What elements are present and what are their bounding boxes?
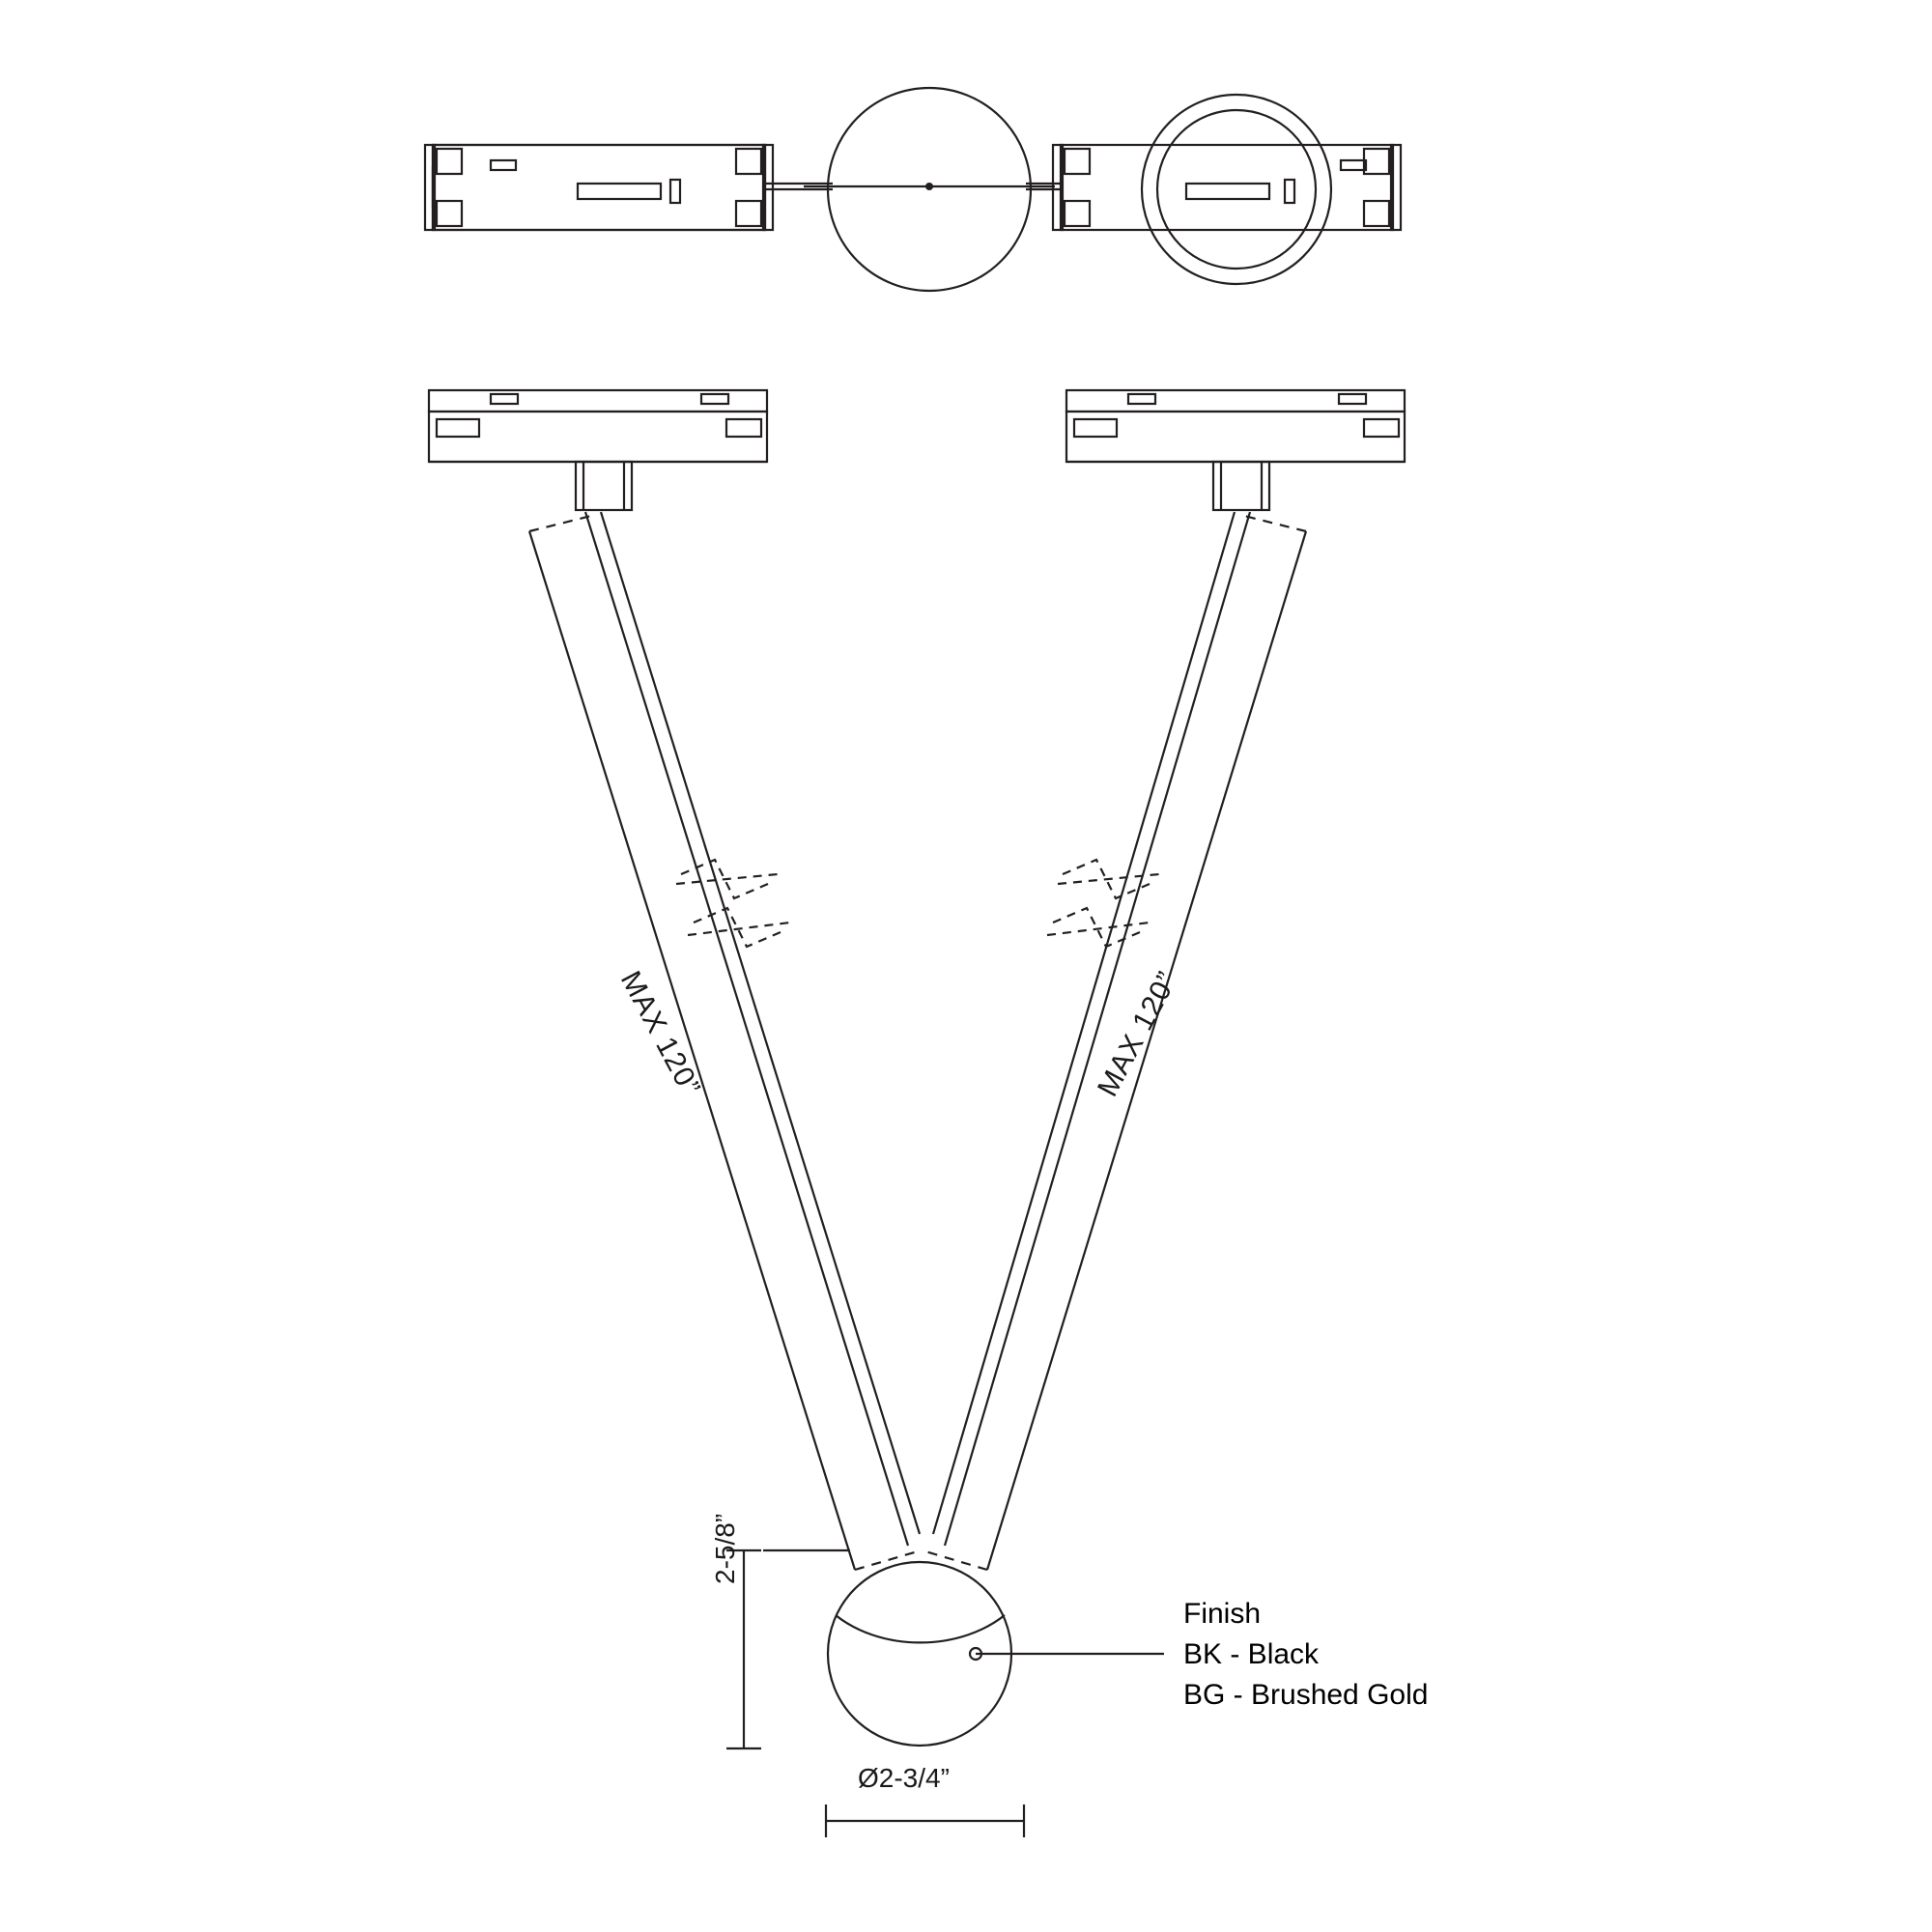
track-head-left-plan [425,145,773,230]
ring-plan-inner [1157,110,1316,269]
track-head-right-plan [1053,145,1401,230]
max-length-left-label: MAX 120” [613,966,707,1102]
max-length-right-label: MAX 120” [1092,966,1184,1102]
dimension-diameter [826,1804,1024,1837]
ring-plan-outer [1142,95,1331,284]
cable-left [529,512,920,1570]
finish-leader [970,1648,1164,1660]
dimension-height [726,1550,850,1748]
finish-option-bg: BG - Brushed Gold [1183,1679,1429,1711]
sphere-height-label: 2-5/8” [710,1513,740,1584]
finish-callout [1183,1594,1428,1716]
track-head-right-elevation [1066,390,1405,510]
track-head-left-elevation [429,390,767,510]
top-view-group [425,88,1401,291]
finish-option-bk: BK - Black [1183,1638,1320,1670]
sphere-diameter-label: Ø2-3/4” [858,1763,950,1793]
center-dot [925,183,933,190]
finish-heading: Finish [1183,1598,1262,1630]
